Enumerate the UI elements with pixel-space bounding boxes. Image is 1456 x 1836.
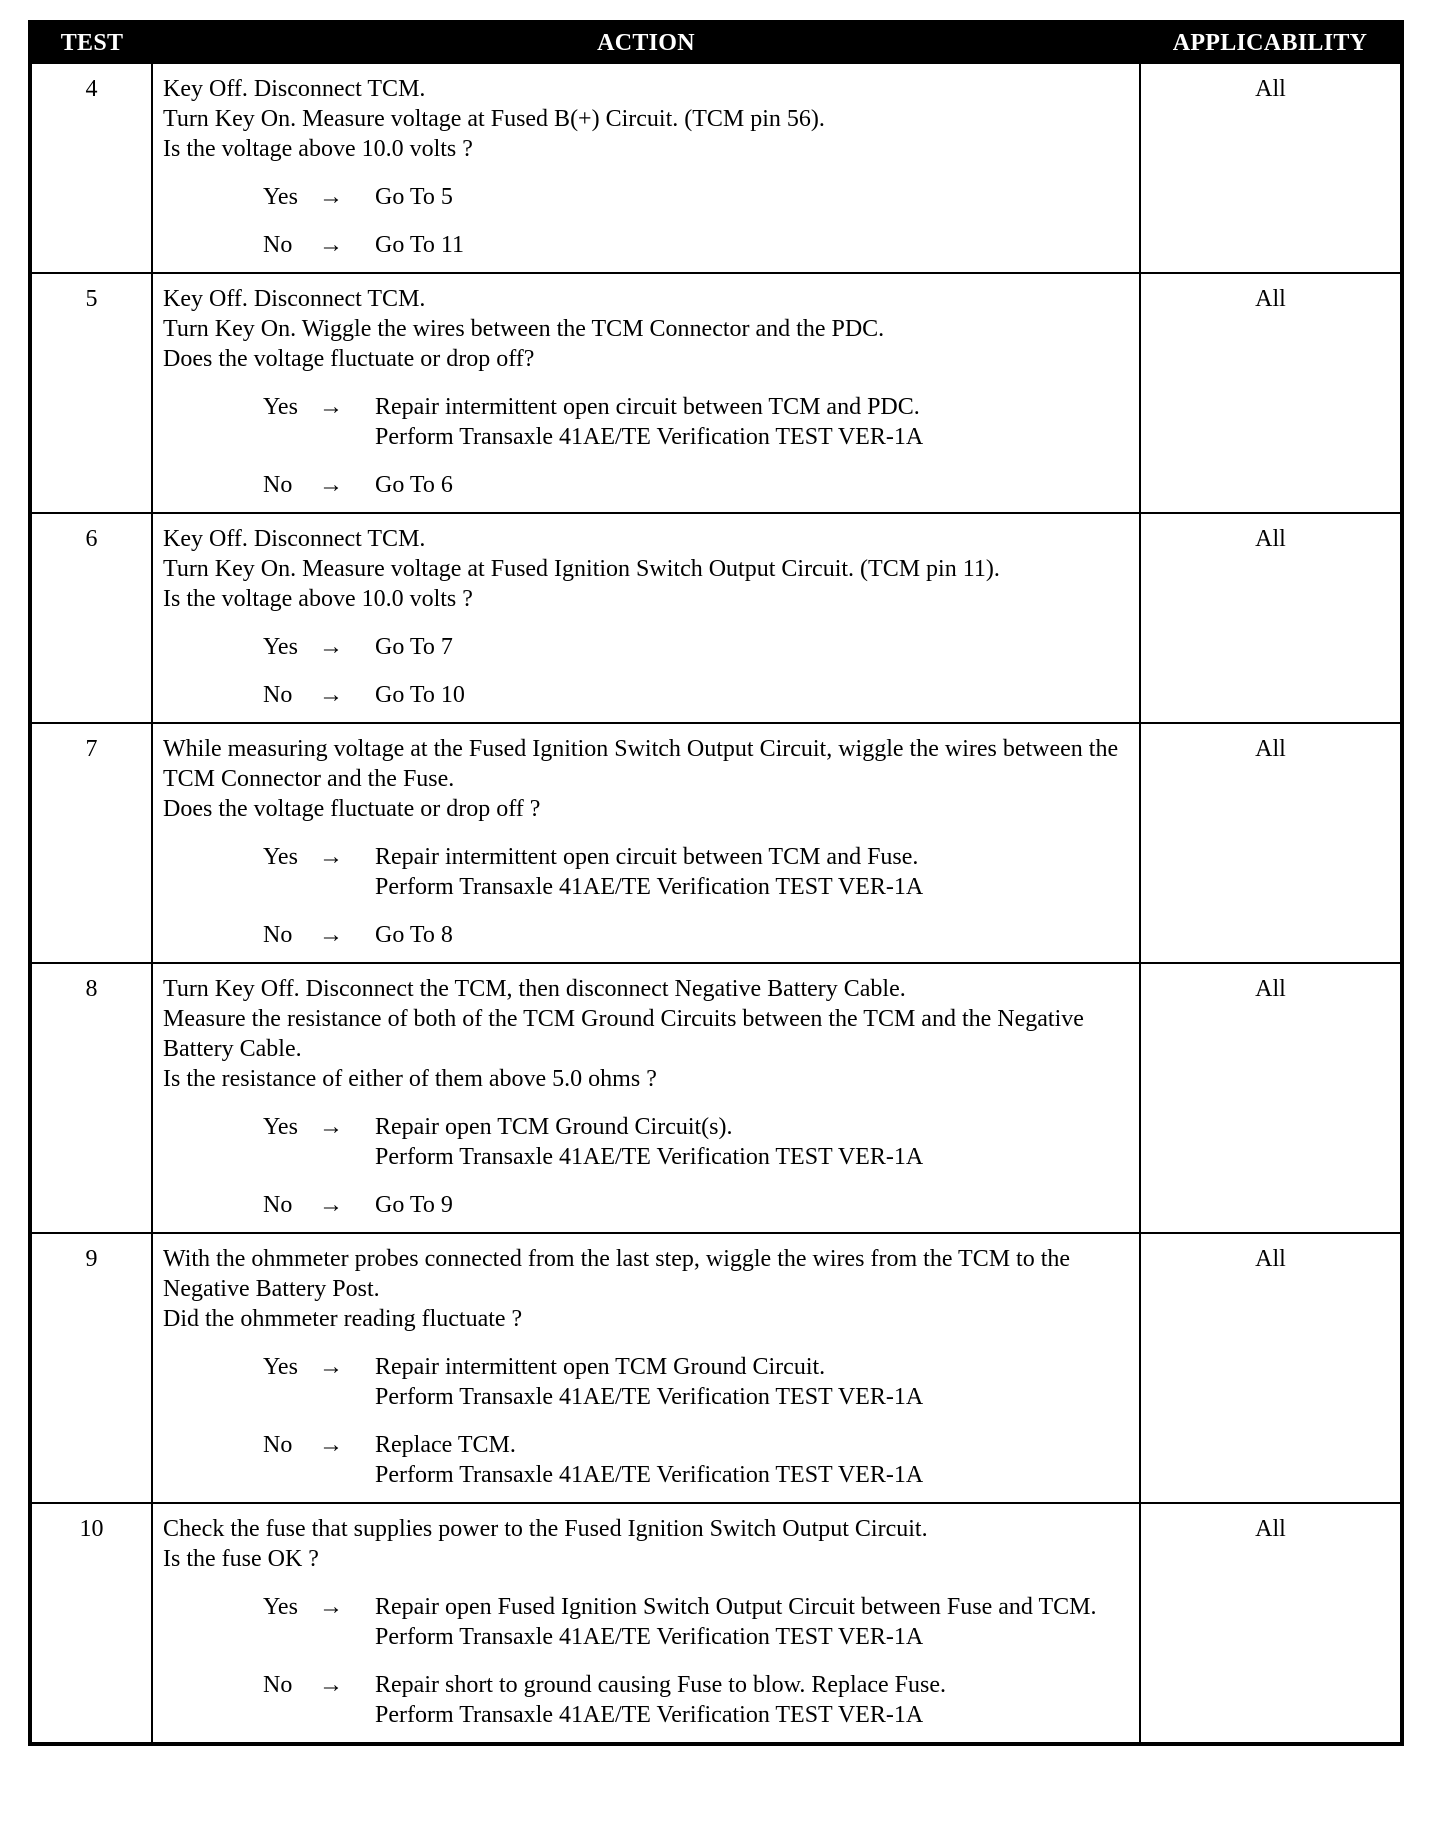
action-text-line: Did the ohmmeter reading fluctuate ?: [163, 1306, 523, 1332]
applicability-value: All: [1140, 963, 1402, 1233]
yes-result-line: Repair intermittent open circuit between TCM and Fuse.: [375, 844, 919, 870]
arrow-icon: →: [319, 184, 343, 210]
arrow-icon: →: [319, 394, 343, 420]
no-result-line: Replace TCM.: [375, 1432, 516, 1458]
yes-answer-label: Yes: [263, 1594, 298, 1620]
no-branch: [263, 1430, 1131, 1490]
yes-result-line: Repair intermittent open TCM Ground Circuit.: [375, 1354, 826, 1380]
action-text-line: Turn Key On. Measure voltage at Fused B(+) Circuit. (TCM pin 56).: [163, 106, 825, 132]
applicability-value: All: [1140, 513, 1402, 723]
action-cell: [152, 1233, 1140, 1503]
yes-result-line: Repair intermittent open circuit between TCM and PDC.: [375, 394, 920, 420]
yes-result: [375, 392, 1131, 452]
yes-answer-label: Yes: [263, 634, 298, 660]
yes-result-line: Repair open TCM Ground Circuit(s).: [375, 1114, 733, 1140]
yes-branch: [263, 842, 1131, 902]
arrow-icon: →: [319, 844, 343, 870]
yes-answer-label: Yes: [263, 184, 298, 210]
table-row: [30, 63, 1402, 273]
action-text-line: Key Off. Disconnect TCM.: [163, 286, 426, 312]
yes-result: [375, 1112, 1131, 1172]
no-branch: [263, 230, 1131, 260]
no-answer-label: No: [263, 682, 293, 708]
action-text-line: Is the fuse OK ?: [163, 1546, 319, 1572]
action-cell: [152, 1503, 1140, 1744]
action-text-line: Turn Key On. Wiggle the wires between the TCM Connector and the PDC.: [163, 316, 885, 342]
yes-answer-label: Yes: [263, 394, 298, 420]
no-answer-label: No: [263, 922, 293, 948]
arrow-icon: →: [319, 1594, 343, 1620]
arrow-icon: →: [319, 634, 343, 660]
diagnostic-procedure-page: [28, 20, 1400, 1746]
arrow-icon: →: [319, 472, 343, 498]
action-text-line: Is the voltage above 10.0 volts ?: [163, 586, 473, 612]
yes-result-line: Perform Transaxle 41AE/TE Verification TEST VER-1A: [375, 1624, 924, 1650]
no-answer-label: No: [263, 1672, 293, 1698]
action-text-line: While measuring voltage at the Fused Ignition Switch Output Circuit, wiggle the wires between the TCM Connector and the Fuse.: [163, 736, 1119, 792]
table-row: [30, 963, 1402, 1233]
yes-branch: [263, 1592, 1131, 1652]
no-branch: [263, 470, 1131, 500]
no-result-line: Go To 11: [375, 232, 464, 258]
no-result-line: Go To 9: [375, 1192, 453, 1218]
table-row: [30, 513, 1402, 723]
yes-answer-label: Yes: [263, 844, 298, 870]
no-result: [375, 920, 1131, 950]
action-cell: [152, 963, 1140, 1233]
no-answer-label: No: [263, 472, 293, 498]
test-number: 8: [30, 963, 152, 1233]
no-branch: [263, 920, 1131, 950]
no-result-line: Go To 10: [375, 682, 465, 708]
arrow-icon: →: [319, 682, 343, 708]
action-text-line: With the ohmmeter probes connected from the last step, wiggle the wires from the TCM to the Negative Battery Post.: [163, 1246, 1071, 1302]
yes-branch: [263, 1112, 1131, 1172]
table-row: [30, 1233, 1402, 1503]
no-result: [375, 1670, 1131, 1730]
yes-result-line: Repair open Fused Ignition Switch Output Circuit between Fuse and TCM.: [375, 1594, 1097, 1620]
action-text-line: Does the voltage fluctuate or drop off?: [163, 346, 535, 372]
yes-result-line: Go To 5: [375, 184, 453, 210]
applicability-value: All: [1140, 1233, 1402, 1503]
action-text-line: Is the resistance of either of them above 5.0 ohms ?: [163, 1066, 657, 1092]
no-result: [375, 1190, 1131, 1220]
test-number: 6: [30, 513, 152, 723]
test-number: 9: [30, 1233, 152, 1503]
arrow-icon: →: [319, 1432, 343, 1458]
no-result-line: Perform Transaxle 41AE/TE Verification TEST VER-1A: [375, 1462, 924, 1488]
yes-branch: [263, 392, 1131, 452]
arrow-icon: →: [319, 922, 343, 948]
yes-result: [375, 1592, 1131, 1652]
yes-result: [375, 842, 1131, 902]
yes-answer-label: Yes: [263, 1354, 298, 1380]
no-result: [375, 470, 1131, 500]
header-action: ACTION: [152, 22, 1140, 63]
action-cell: [152, 63, 1140, 273]
yes-result-line: Perform Transaxle 41AE/TE Verification TEST VER-1A: [375, 1384, 924, 1410]
arrow-icon: →: [319, 1192, 343, 1218]
table-row: [30, 1503, 1402, 1744]
no-branch: [263, 680, 1131, 710]
action-text-line: Check the fuse that supplies power to the Fused Ignition Switch Output Circuit.: [163, 1516, 928, 1542]
yes-branch: [263, 182, 1131, 212]
no-result-line: Repair short to ground causing Fuse to blow. Replace Fuse.: [375, 1672, 947, 1698]
no-result: [375, 1430, 1131, 1490]
action-text-line: Turn Key Off. Disconnect the TCM, then disconnect Negative Battery Cable.: [163, 976, 906, 1002]
test-number: 4: [30, 63, 152, 273]
table-body: [30, 63, 1402, 1744]
applicability-value: All: [1140, 723, 1402, 963]
diagnostic-test-table: [28, 20, 1404, 1746]
no-result-line: Go To 8: [375, 922, 453, 948]
applicability-value: All: [1140, 1503, 1402, 1744]
yes-result-line: Perform Transaxle 41AE/TE Verification TEST VER-1A: [375, 874, 924, 900]
arrow-icon: →: [319, 232, 343, 258]
action-text-line: Is the voltage above 10.0 volts ?: [163, 136, 473, 162]
yes-result: [375, 1352, 1131, 1412]
arrow-icon: →: [319, 1672, 343, 1698]
test-number: 5: [30, 273, 152, 513]
yes-branch: [263, 1352, 1131, 1412]
no-result: [375, 230, 1131, 260]
table-row: [30, 723, 1402, 963]
action-text-line: Turn Key On. Measure voltage at Fused Ignition Switch Output Circuit. (TCM pin 11).: [163, 556, 1000, 582]
action-text-line: Key Off. Disconnect TCM.: [163, 526, 426, 552]
no-answer-label: No: [263, 1192, 293, 1218]
yes-result: [375, 182, 1131, 212]
yes-branch: [263, 632, 1131, 662]
action-cell: [152, 273, 1140, 513]
no-answer-label: No: [263, 1432, 293, 1458]
test-number: 7: [30, 723, 152, 963]
no-answer-label: No: [263, 232, 293, 258]
test-number: 10: [30, 1503, 152, 1744]
table-header: [30, 22, 1402, 63]
header-applicability: APPLICABILITY: [1140, 22, 1402, 63]
applicability-value: All: [1140, 273, 1402, 513]
yes-result-line: Perform Transaxle 41AE/TE Verification TEST VER-1A: [375, 1144, 924, 1170]
no-result-line: Perform Transaxle 41AE/TE Verification TEST VER-1A: [375, 1702, 924, 1728]
action-cell: [152, 723, 1140, 963]
action-cell: [152, 513, 1140, 723]
yes-result-line: Go To 7: [375, 634, 453, 660]
action-text-line: Does the voltage fluctuate or drop off ?: [163, 796, 541, 822]
action-text-line: Key Off. Disconnect TCM.: [163, 76, 426, 102]
no-result-line: Go To 6: [375, 472, 453, 498]
table-row: [30, 273, 1402, 513]
yes-answer-label: Yes: [263, 1114, 298, 1140]
no-branch: [263, 1670, 1131, 1730]
no-branch: [263, 1190, 1131, 1220]
yes-result: [375, 632, 1131, 662]
header-test: TEST: [30, 22, 152, 63]
applicability-value: All: [1140, 63, 1402, 273]
no-result: [375, 680, 1131, 710]
arrow-icon: →: [319, 1354, 343, 1380]
yes-result-line: Perform Transaxle 41AE/TE Verification TEST VER-1A: [375, 424, 924, 450]
action-text-line: Measure the resistance of both of the TCM Ground Circuits between the TCM and the Negative Battery Cable.: [163, 1006, 1084, 1062]
arrow-icon: →: [319, 1114, 343, 1140]
